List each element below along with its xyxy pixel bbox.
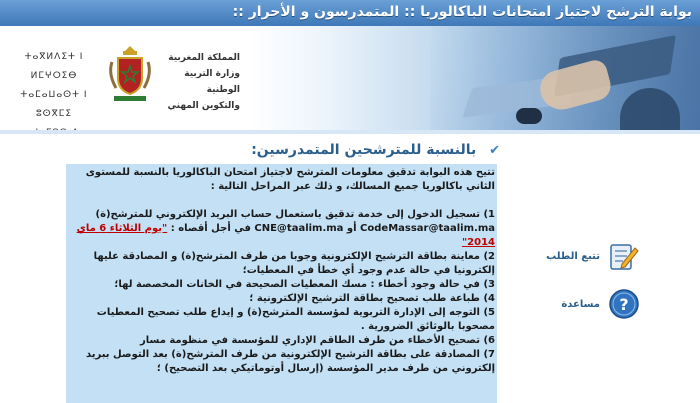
step-1-text: 1) تسجيل الدخول إلى خدمة تدقيق باستعمال حساب البريد الإلكتروني للمترشح(ة) xyxy=(95,209,495,220)
help-link[interactable] xyxy=(540,286,640,322)
checkmark-icon: ✔ xyxy=(489,143,500,158)
step-7: 7) المصادقة على بطاقة الترشيح الإلكترونية من طرف المترشح(ة) بعد التوصل ببريد إلكتروني من طرف مدير المؤسسة (إرسال أوتوماتيكي بعد التصحيح) ؛ xyxy=(85,349,495,374)
amazigh-line: ⵜⴰⴳⵍⴷⵉⵜ ⵏ ⵍⵎⵖⵔⵉⴱ xyxy=(24,52,84,81)
step-5: 5) التوجه إلى الإدارة التربوية لمؤسسة المترشح(ة) و إيداع طلب تصحيح المعطيات مصحوبا بالوثائق الضرورية . xyxy=(96,307,495,332)
intro-text: تتيح هذه البوابة تدقيق معلومات المترشح لاجتياز امتحان الباكالوريا بالنسبة للمستوى الثاني باكالوريا جميع المسالك، و ذلك عبر المراحل التالية : xyxy=(85,167,495,192)
page-title: بوابة الترشح لاجتياز امتحانات الباكالوريا :: المتمدرسون و الأحرار :: xyxy=(232,4,692,20)
edit-form-icon xyxy=(608,240,640,272)
step-1 xyxy=(68,208,495,250)
coat-of-arms-icon xyxy=(106,44,154,104)
section-heading xyxy=(251,142,500,162)
header-banner xyxy=(0,26,700,130)
step-2: 2) معاينة بطاقة الترشيح الإلكترونية وجوبا من طرف المترشح(ة) و المصادقة عليها إلكترونيا في حالة عدم وجود أي خطأ في المعطيات؛ xyxy=(93,251,495,276)
ministry-line: والتكوين المهني xyxy=(167,101,240,111)
instructions-box xyxy=(66,164,497,403)
step-4: 4) طباعة طلب تصحيح بطاقة الترشيح الإلكترونية ؛ xyxy=(249,293,495,304)
ministry-line: وزارة التربية الوطنية xyxy=(184,69,240,95)
help-label: مساعدة xyxy=(561,298,600,310)
help-question-icon xyxy=(608,288,640,320)
step-6: 6) تصحيح الأخطاء من طرف الطاقم الإداري للمؤسسة في منظومة مسار xyxy=(140,335,495,346)
deadline-text: "يوم الثلاثاء 6 ماي 2014" xyxy=(76,223,495,248)
spacer xyxy=(68,194,495,208)
page-title-bar xyxy=(0,0,700,26)
step-3: 3) في حالة وجود أخطاء : مسك المعطيات الصحيحة في الخانات المخصصة لها؛ xyxy=(114,279,495,290)
step-1-emails: CodeMassar@taalim.ma أو CNE@taalim.ma في أجل أقصاه : xyxy=(170,223,495,234)
main-content xyxy=(0,134,700,403)
svg-text:?: ? xyxy=(619,295,629,314)
amazigh-line: ⵜⴰⵎⴰⵡⴰⵙⵜ ⵏ ⵓⵙⴳⵎⵉ xyxy=(20,90,88,119)
track-request-link[interactable] xyxy=(540,238,640,274)
ministry-line: المملكة المغربية xyxy=(168,53,240,63)
ministry-name xyxy=(160,50,240,114)
section-title: بالنسبة للمترشحين المتمدرسين: xyxy=(251,142,477,158)
banner-photo-mouse xyxy=(516,108,542,124)
track-request-label: تتبع الطلب xyxy=(546,250,600,262)
